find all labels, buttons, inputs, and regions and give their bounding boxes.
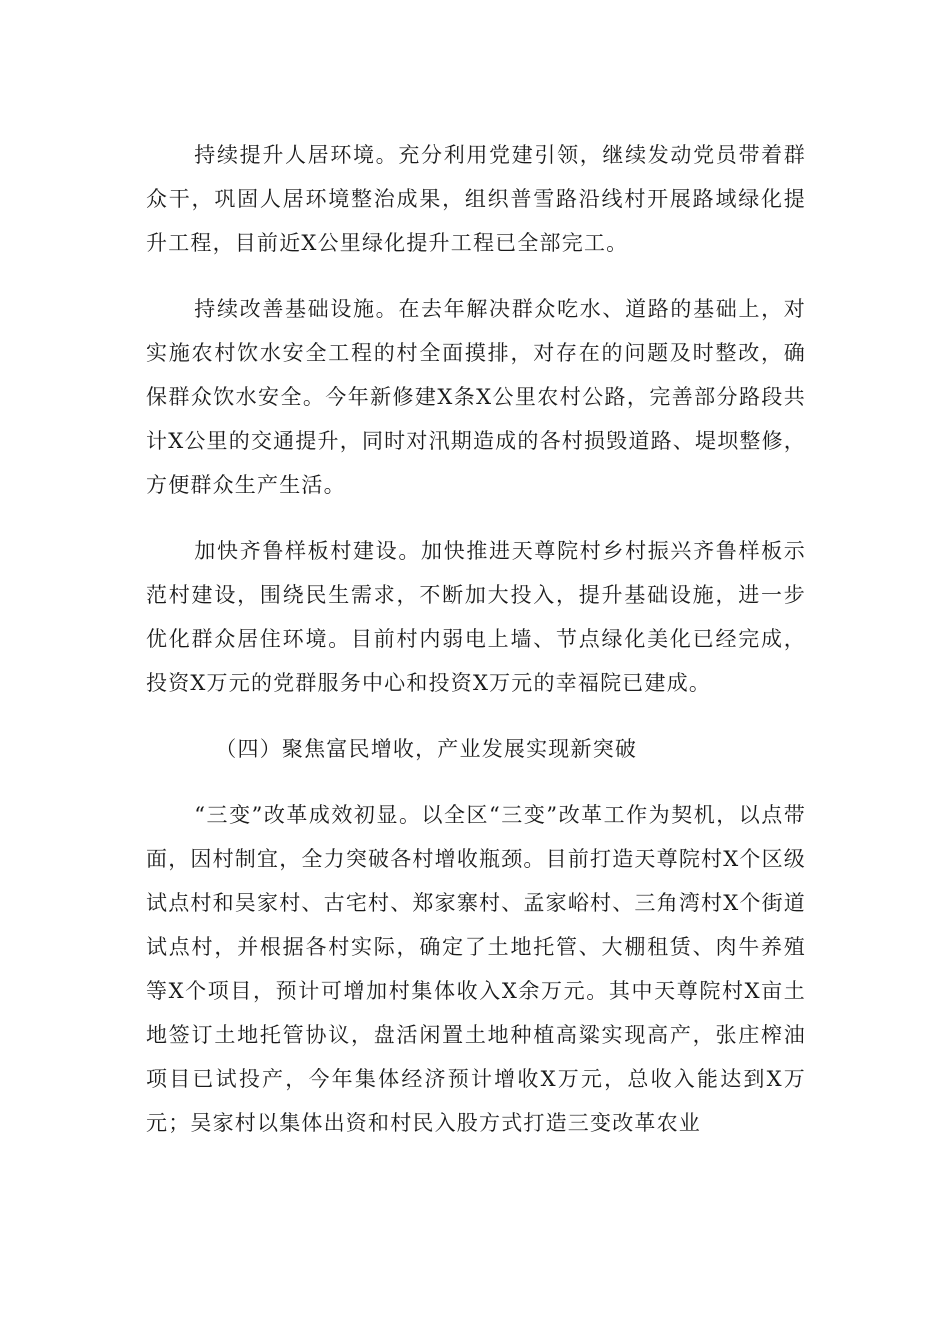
paragraph-model-village: 加快齐鲁样板村建设。加快推进天尊院村乡村振兴齐鲁样板示范村建设，围绕民生需求，不断加大投入，提升基础设施，进一步优化群众居住环境。目前村内弱电上墙、节点绿化美化已经完成，投资X万元的党群服务中心和投资X万元的幸福院已建成。	[146, 539, 806, 695]
document-body	[146, 133, 806, 1167]
paragraph-living-environment: 持续提升人居环境。充分利用党建引领，继续发动党员带着群众干，巩固人居环境整治成果，组织普雪路沿线村开展路域绿化提升工程，目前近X公里绿化提升工程已全部完工。	[146, 143, 806, 255]
section-heading: （四）聚焦富民增收，产业发展实现新突破	[215, 737, 638, 761]
paragraph-three-changes-reform: “三变”改革成效初显。以全区“三变”改革工作为契机，以点带面，因村制宜，全力突破各村增收瓶颈。目前打造天尊院村X个区级试点村和吴家村、古宅村、郑家寨村、孟家峪村、三角湾村X个街道试点村，并根据各村实际，确定了土地托管、大棚租赁、肉牛养殖等X个项目，预计可增加村集体收入X余万元。其中天尊院村X亩土地签订土地托管协议，盘活闲置土地种植高粱实现高产，张庄榨油项目已试投产，今年集体经济预计增收X万元，总收入能达到X万元；吴家村以集体出资和村民入股方式打造三变改革农业	[146, 803, 806, 1135]
paragraph-infrastructure: 持续改善基础设施。在去年解决群众吃水、道路的基础上，对实施农村饮水安全工程的村全面摸排，对存在的问题及时整改，确保群众饮水安全。今年新修建X条X公里农村公路，完善部分路段共计X公里的交通提升，同时对汛期造成的各村损毁道路、堤坝整修，方便群众生产生活。	[146, 297, 806, 497]
